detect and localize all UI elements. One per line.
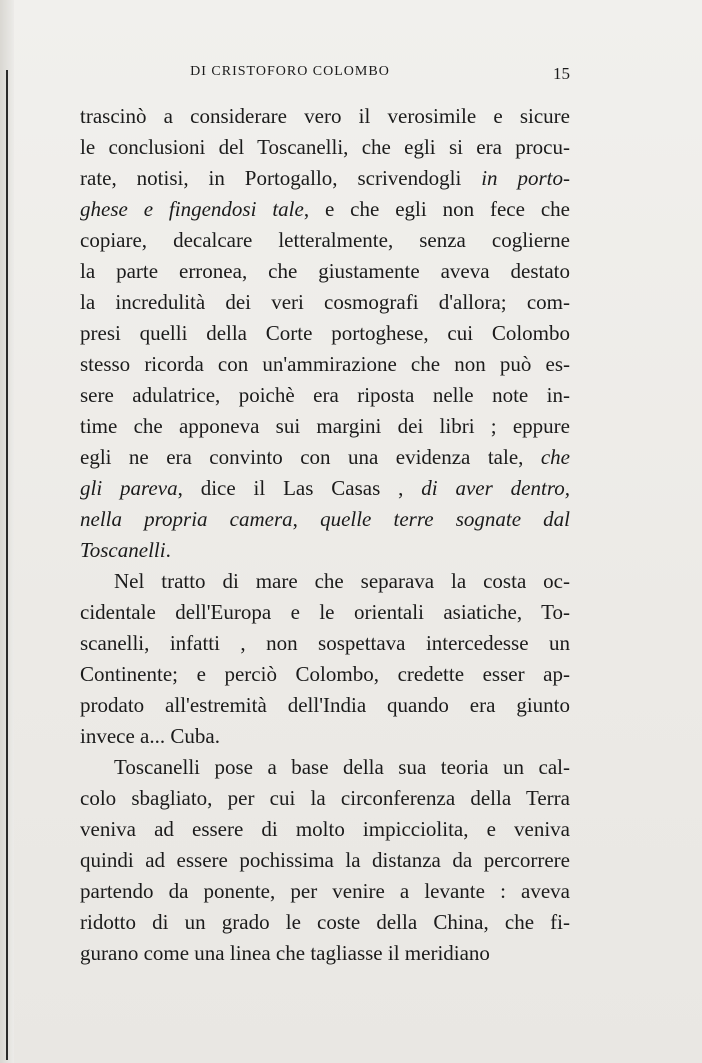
text-segment: sere adulatrice, poichè era riposta nelle note in- xyxy=(80,383,570,407)
text-line xyxy=(80,349,570,380)
text-line xyxy=(80,783,570,814)
italic-text: che xyxy=(540,445,570,469)
text-segment: presi quelli della Corte portoghese, cui Colombo xyxy=(80,321,570,345)
text-segment: gurano come una linea che tagliasse il meridiano xyxy=(80,941,490,965)
text-line xyxy=(80,628,570,659)
text-segment: veniva ad essere di molto impicciolita, e veniva xyxy=(80,817,570,841)
text-line xyxy=(80,690,570,721)
text-line xyxy=(80,721,570,752)
text-line xyxy=(80,845,570,876)
text-line xyxy=(80,907,570,938)
text-line xyxy=(80,566,570,597)
text-line xyxy=(80,194,570,225)
text-segment: trascinò a considerare vero il verosimile e sicure xyxy=(80,104,570,128)
text-line xyxy=(80,938,570,969)
text-segment: , dice il Las Casas , xyxy=(177,476,422,500)
text-segment: Toscanelli pose a base della sua teoria un cal- xyxy=(114,755,570,779)
binding-shadow-line xyxy=(6,70,8,1060)
page-number: 15 xyxy=(553,64,570,83)
text-segment: la parte erronea, che giustamente aveva destato xyxy=(80,259,570,283)
text-line xyxy=(80,876,570,907)
text-segment: partendo da ponente, per venire a levante : aveva xyxy=(80,879,570,903)
text-segment: stesso ricorda con un'ammirazione che non può es- xyxy=(80,352,570,376)
text-segment: Nel tratto di mare che separava la costa oc- xyxy=(114,569,570,593)
text-segment: copiare, decalcare letteralmente, senza coglierne xyxy=(80,228,570,252)
text-line xyxy=(80,380,570,411)
text-segment: time che apponeva sui margini dei libri ; eppure xyxy=(80,414,570,438)
text-line xyxy=(80,318,570,349)
italic-text: ghese e fingendosi tale xyxy=(80,197,304,221)
text-line xyxy=(80,504,570,535)
text-segment: prodato all'estremità dell'India quando era giunto xyxy=(80,693,570,717)
text-segment: le conclusioni del Toscanelli, che egli si era procu- xyxy=(80,135,570,159)
text-segment: rate, notisi, in Portogallo, scrivendogli xyxy=(80,166,482,190)
text-line xyxy=(80,225,570,256)
text-segment: Continente; e perciò Colombo, credette esser ap- xyxy=(80,662,570,686)
paragraph xyxy=(80,566,570,752)
text-segment: scanelli, infatti , non sospettava intercedesse un xyxy=(80,631,570,655)
text-line xyxy=(80,442,570,473)
italic-text: gli pareva xyxy=(80,476,178,500)
text-line xyxy=(80,287,570,318)
running-title: DI CRISTOFORO COLOMBO xyxy=(190,64,390,79)
italic-text: di aver dentro, xyxy=(421,476,570,500)
text-line xyxy=(80,256,570,287)
text-segment: invece a... Cuba. xyxy=(80,724,220,748)
text-line xyxy=(80,101,570,132)
italic-text: Toscanelli xyxy=(80,538,166,562)
text-segment: , xyxy=(292,507,321,531)
text-segment: egli ne era convinto con una evidenza tale, xyxy=(80,445,541,469)
text-segment: . xyxy=(165,538,171,562)
text-line xyxy=(80,163,570,194)
text-segment: ridotto di un grado le coste della China, che fi- xyxy=(80,910,570,934)
italic-text: nella propria camera xyxy=(80,507,293,531)
text-line xyxy=(80,132,570,163)
paragraph xyxy=(80,101,570,566)
text-line xyxy=(80,473,570,504)
text-segment: colo sbagliato, per cui la circonferenza della Terra xyxy=(80,786,570,810)
body-text xyxy=(80,101,570,969)
text-line xyxy=(80,535,570,566)
paragraph xyxy=(80,752,570,969)
running-head xyxy=(80,64,570,84)
text-segment: cidentale dell'Europa e le orientali asiatiche, To- xyxy=(80,600,570,624)
text-segment: , e che egli non fece che xyxy=(303,197,570,221)
text-line xyxy=(80,597,570,628)
text-segment: quindi ad essere pochissima la distanza da percorrere xyxy=(80,848,570,872)
italic-text: in porto- xyxy=(481,166,570,190)
text-line xyxy=(80,659,570,690)
text-line xyxy=(80,814,570,845)
text-line xyxy=(80,411,570,442)
text-segment: la incredulità dei veri cosmografi d'allora; com- xyxy=(80,290,570,314)
italic-text: quelle terre sognate dal xyxy=(320,507,571,531)
text-line xyxy=(80,752,570,783)
